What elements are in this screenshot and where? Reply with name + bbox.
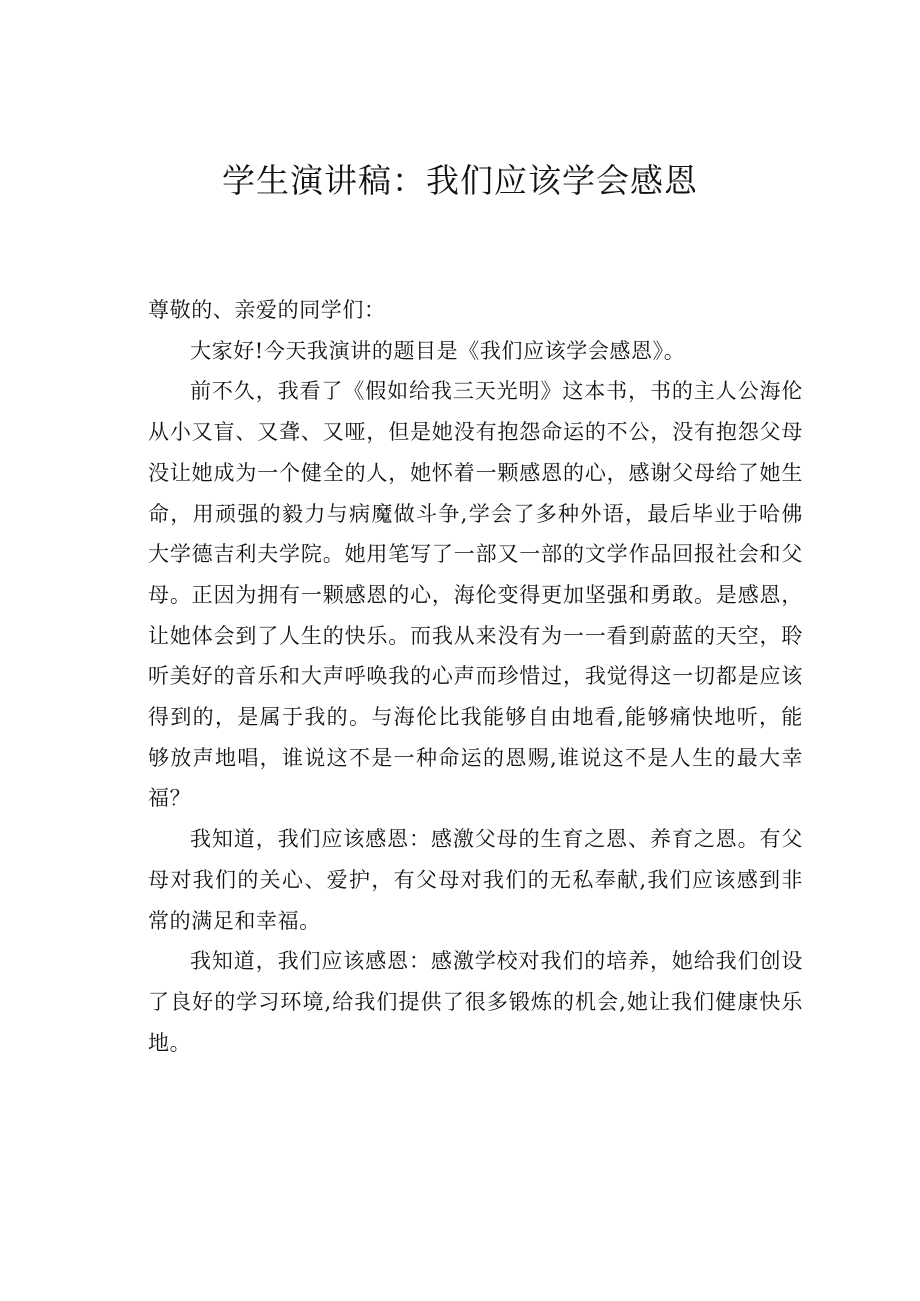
paragraph-2: 前不久，我看了《假如给我三天光明》这本书，书的主人公海伦从小又盲、又聋、又哑，但是她没有抱怨命运的不公，没有抱怨父母没让她成为一个健全的人，她怀着一颗感恩的心，感谢父母给了她生命，用顽强的毅力与病魔做斗争,学会了多种外语，最后毕业于哈佛大学德吉利夫学院。她用笔写了一部又一部的文学作品回报社会和父母。正因为拥有一颗感恩的心，海伦变得更加坚强和勇敢。是感恩，让她体会到了人生的快乐。而我从来没有为一一看到蔚蓝的天空，聆听美好的音乐和大声呼唤我的心声而珍惜过，我觉得这一切都是应该得到的，是属于我的。与海伦比我能够自由地看,能够痛快地听，能够放声地唱，谁说这不是一种命运的恩赐,谁说这不是人生的最大幸福？ [148,379,803,811]
paragraph-4: 我知道，我们应该感恩：感激学校对我们的培养，她给我们创设了良好的学习环境,给我们提供了很多锻炼的机会,她让我们健康快乐地。 [148,949,803,1055]
page-title: 学生演讲稿：我们应该学会感恩 [222,161,698,200]
greeting-line: 尊敬的、亲爱的同学们： [148,298,386,322]
speech-body [148,290,803,1063]
paragraph-1: 大家好!今天我演讲的题目是《我们应该学会感恩》。 [190,338,686,363]
paragraph-3: 我知道，我们应该感恩：感激父母的生育之恩、养育之恩。有父母对我们的关心、爱护，有父母对我们的无私奉献,我们应该感到非常的满足和幸福。 [148,827,803,933]
